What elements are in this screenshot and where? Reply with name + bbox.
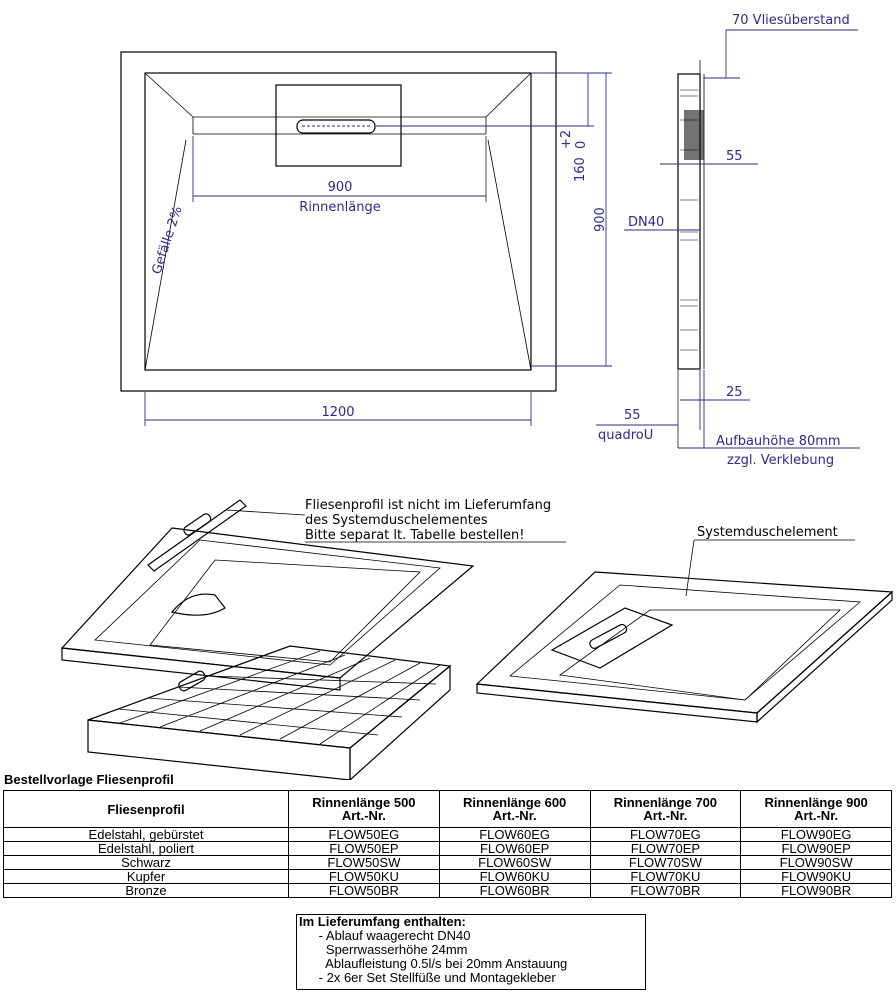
scope-of-delivery [296, 914, 646, 990]
cell-art-nr: FLOW50KU [289, 870, 440, 884]
dim-55-top: 55 [726, 149, 743, 164]
table-row [4, 828, 892, 842]
header-length-700: Rinnenlänge 700 Art.-Nr. [590, 791, 741, 828]
cell-art-nr: FLOW90EG [741, 828, 892, 842]
table-header-row [4, 791, 892, 828]
label-build-height: Aufbauhöhe 80mm [716, 434, 841, 449]
cell-art-nr: FLOW70SW [590, 856, 741, 870]
scope-item: Sperrwasserhöhe 24mm [297, 942, 468, 957]
table-row [4, 870, 892, 884]
cell-art-nr: FLOW60EG [439, 828, 590, 842]
cell-profile: Bronze [4, 884, 289, 898]
cell-art-nr: FLOW70KU [590, 870, 741, 884]
cell-art-nr: FLOW90KU [741, 870, 892, 884]
note-line-3: Bitte separat lt. Tabelle bestellen! [305, 528, 525, 543]
note-line-1: Fliesenprofil ist nicht im Lieferumfang [305, 498, 552, 513]
cell-art-nr: FLOW60SW [439, 856, 590, 870]
scope-item: Ablaufleistung 0.5l/s bei 20mm Anstauung [297, 956, 568, 971]
header-profile: Fliesenprofil [4, 791, 289, 828]
dim-width: 1200 [321, 405, 355, 420]
cell-art-nr: FLOW70EP [590, 842, 741, 856]
label-adhesive: zzgl. Verklebung [727, 453, 835, 468]
cell-art-nr: FLOW60KU [439, 870, 590, 884]
cell-profile: Kupfer [4, 870, 289, 884]
iso-view-exploded [62, 498, 566, 780]
scope-item: - Ablauf waagerecht DN40 [297, 928, 471, 943]
label-system-element: Systemduschelement [697, 525, 838, 540]
cell-art-nr: FLOW60BR [439, 884, 590, 898]
cell-profile: Edelstahl, poliert [4, 842, 289, 856]
drain-grate-iso [588, 623, 628, 650]
dim-offset: 160 [573, 157, 588, 182]
cell-art-nr: FLOW90BR [741, 884, 892, 898]
cell-art-nr: FLOW70BR [590, 884, 741, 898]
dim-gutter-length: 900 [327, 180, 353, 195]
label-fleece-overhang: 70 Vliesüberstand [732, 13, 850, 28]
cell-art-nr: FLOW90SW [741, 856, 892, 870]
cell-art-nr: FLOW70EG [590, 828, 741, 842]
header-length-900: Rinnenlänge 900 Art.-Nr. [741, 791, 892, 828]
cell-art-nr: FLOW50BR [289, 884, 440, 898]
drain-opening [172, 594, 225, 615]
scope-title: Im Lieferumfang enthalten: [299, 914, 466, 929]
dim-depth: 900 [593, 207, 608, 232]
dim-25: 25 [726, 385, 743, 400]
dim-tolerance-zero: 0 [574, 140, 589, 149]
label-dn40: DN40 [628, 215, 665, 230]
cell-art-nr: FLOW90EP [741, 842, 892, 856]
label-slope: Gefälle 2% [149, 204, 186, 277]
iso-view-element [477, 525, 892, 722]
cell-art-nr: FLOW50EP [289, 842, 440, 856]
table-row [4, 842, 892, 856]
note-line-2: des Systemduschelementes [305, 513, 488, 528]
side-view [596, 13, 860, 468]
header-length-500: Rinnenlänge 500 Art.-Nr. [289, 791, 440, 828]
cell-profile: Edelstahl, gebürstet [4, 828, 289, 842]
header-length-600: Rinnenlänge 600 Art.-Nr. [439, 791, 590, 828]
table-row [4, 856, 892, 870]
cell-profile: Schwarz [4, 856, 289, 870]
cell-art-nr: FLOW60EP [439, 842, 590, 856]
cell-art-nr: FLOW50EG [289, 828, 440, 842]
order-table-title: Bestellvorlage Fliesenprofil [4, 772, 174, 787]
dim-tolerance-plus: +2 [559, 129, 574, 149]
drain-grate [297, 120, 375, 133]
scope-item: - 2x 6er Set Stellfüße und Montagekleber [297, 970, 556, 985]
table-row [4, 884, 892, 898]
label-gutter-length: Rinnenlänge [299, 200, 381, 215]
order-table [3, 790, 892, 898]
top-view [121, 52, 612, 426]
label-quadrou: quadroU [598, 428, 654, 443]
dim-55-bottom: 55 [624, 408, 641, 423]
cell-art-nr: FLOW50SW [289, 856, 440, 870]
